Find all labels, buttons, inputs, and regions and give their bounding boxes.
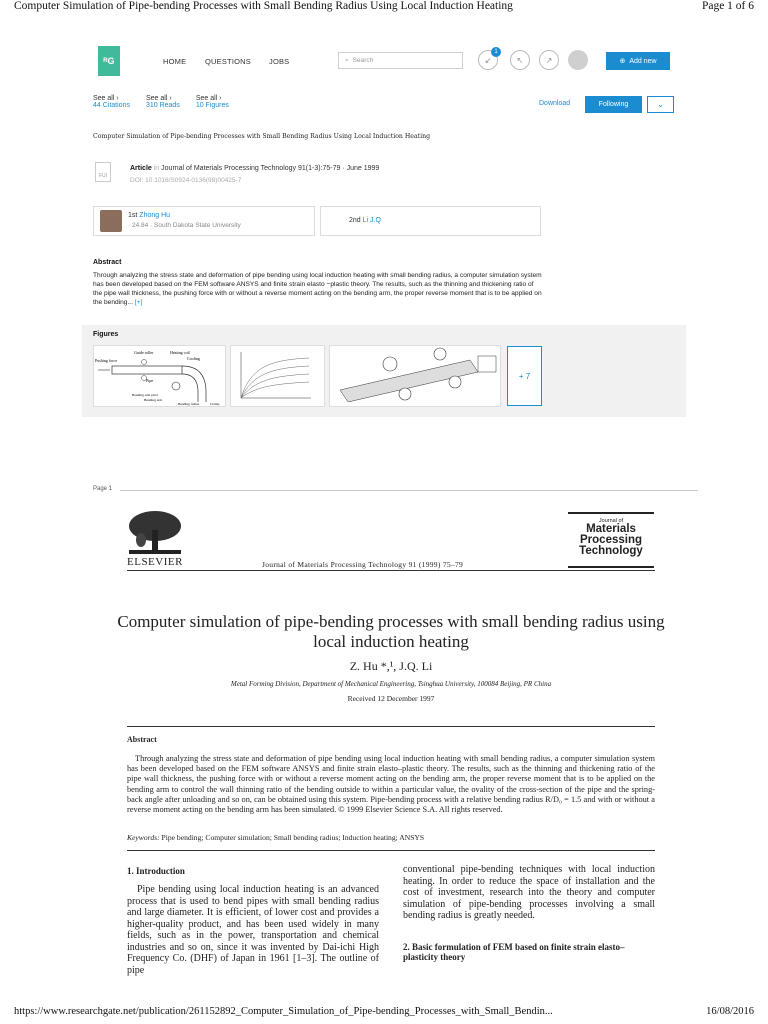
journal-line: Journal of Materials Processing Technology 91 (1999) 75–79 (262, 560, 464, 569)
pipe-bending-diagram (94, 346, 225, 406)
paper-keywords (127, 833, 655, 842)
print-header (14, 0, 754, 16)
journal-logo-line: Materials (586, 523, 636, 535)
figure-thumbnail[interactable] (230, 345, 325, 407)
print-header-title: Computer Simulation of Pipe-bending Processes with Small Bending Radius Using Local Induction Heating (14, 0, 513, 12)
abstract-body: Through analyzing the stress state and deformation of pipe bending using local induction heating with small bending radius, a computer simulation system has been developed based on the FEM software ANSYS and finite strain elasto −plastic theory. The results, such as the thinning and thickening ratio of the pipe wall thickness, the pushing force with or without a reverse moment acting on the bending arm, the proper reverse moment that is to be applied on the bending... (93, 272, 542, 306)
top-nav (98, 46, 670, 76)
print-page-count: Page 1 of 6 (701, 0, 754, 12)
journal-logo-line: Technology (579, 545, 643, 557)
download-link[interactable]: Download (539, 100, 571, 107)
abstract-text (93, 271, 543, 307)
journal-logo-small: Journal of (598, 518, 624, 524)
keywords-list: Pipe bending; Computer simulation; Small bending radius; Induction heating; ANSYS (161, 833, 425, 842)
nav-questions[interactable]: QUESTIONS (205, 56, 251, 66)
elsevier-logo-icon (125, 510, 185, 556)
journal-link[interactable]: Journal of Materials Processing Technology 91(1-3):75-79 · June 1999 (161, 165, 380, 172)
figures-count[interactable]: 10 Figures (195, 102, 229, 109)
nav-home[interactable]: HOME (163, 56, 187, 66)
message-icon: ↖ (516, 55, 524, 65)
publication-title: Computer Simulation of Pipe-bending Processes with Small Bending Radius Using Local Induction Heating (93, 133, 431, 140)
journal-logo (568, 512, 654, 568)
avatar (100, 210, 122, 232)
search-input[interactable] (338, 52, 463, 69)
page-divider (120, 490, 698, 491)
result-curves-chart (231, 346, 324, 406)
fig-label: Heating coil (170, 350, 190, 355)
author-card[interactable] (320, 206, 541, 236)
article-meta (130, 165, 379, 172)
section-heading: 1. Introduction (127, 866, 185, 876)
paper-authors: Z. Hu *,¹, J.Q. Li (349, 659, 433, 673)
body-column-right: conventional pipe-bending techniques with local induction heating. In order to reduce the space of installation and the cost of investment, research into the theory and computer simulation of pipe-bending processes involving a small bending radius is greatly needed. (403, 864, 655, 921)
figure-thumbnail[interactable] (93, 345, 226, 407)
section-heading: 2. Basic formulation of FEM based on finite strain elasto–plasticity theory (403, 942, 625, 962)
stat-figures[interactable] (196, 95, 229, 109)
notification-badge: 1 (491, 47, 501, 57)
chevron-down-icon: ⌄ (657, 100, 664, 109)
fem-mesh-diagram (330, 346, 500, 406)
more-figures-button[interactable]: + 7 (507, 346, 542, 406)
keywords-label: Keywords: (127, 833, 160, 842)
keywords-rule (127, 850, 655, 851)
document-icon: FUI (95, 162, 111, 182)
user-avatar[interactable] (568, 50, 588, 70)
abstract-heading: Abstract (93, 259, 122, 266)
author-rank: 1st (128, 212, 138, 219)
search-placeholder: Search (352, 57, 374, 64)
paper-abstract-heading: Abstract (127, 735, 157, 744)
author-affiliation: · 24.84 · South Dakota State University (128, 222, 241, 229)
citations-count[interactable]: 44 Citations (93, 102, 130, 109)
author-name[interactable]: Li J.Q (362, 217, 381, 224)
fig-label: Guide roller (134, 350, 154, 355)
stat-reads[interactable] (146, 95, 180, 109)
print-footer-date: 16/08/2016 (706, 1006, 754, 1017)
messages-button[interactable] (510, 50, 530, 70)
plus-icon: ⊕ (619, 58, 626, 65)
paper-received: Received 12 December 1997 (347, 694, 435, 703)
author-card[interactable] (93, 206, 315, 236)
print-footer (14, 1006, 754, 1022)
publication-stats (93, 95, 229, 109)
figures-heading: Figures (93, 331, 119, 338)
abstract-rule (127, 726, 655, 727)
following-dropdown[interactable] (647, 96, 674, 113)
see-all-link[interactable]: See all › (145, 95, 172, 102)
fig-label: Clamp (210, 402, 220, 406)
request-icon: ↗ (545, 55, 553, 65)
doi[interactable]: DOI: 10.1016/S0924-0136(98)00425-7 (130, 177, 242, 184)
header-rule (127, 570, 655, 571)
expand-abstract-link[interactable]: [+] (134, 299, 143, 306)
author-rank: 2nd (349, 217, 361, 224)
print-footer-url: https://www.researchgate.net/publication/261152892_Computer_Simulation_of_Pipe-bending_Processes_with_Small_Bendin... (14, 1006, 553, 1017)
stat-citations[interactable] (93, 95, 130, 109)
body-column-left: Pipe bending using local induction heating is an advanced process that is used to bend pipes with small bending radius and large diameter. It is efficient, of lower cost and provides a higher-quality product, and has been used widely in many fields, such as in the power, transportation and chemical industries and so on, since it was invented by Dai-ichi High Frequency Co. (DHF) of Japan in 1961 [1–3]. The outline of pipe (127, 884, 379, 976)
journal-logo-line: Processing (580, 534, 642, 546)
fig-label: Bending arm pivot (132, 393, 159, 397)
fig-label: Cooling (187, 356, 200, 361)
add-new-label: Add new (629, 57, 657, 65)
researchgate-logo[interactable]: ᴿG (98, 46, 120, 76)
see-all-link[interactable]: See all › (93, 95, 119, 102)
search-icon: ⌕ (345, 56, 349, 64)
add-new-button[interactable] (606, 52, 670, 70)
paper-affiliation: Metal Forming Division, Department of Mechanical Engineering, Tsinghua University, 100084 Beijing, PR China (230, 680, 552, 688)
following-button[interactable]: Following (585, 96, 642, 113)
paper-title: Computer simulation of pipe-bending processes with small bending radius using local induction heating (117, 612, 665, 651)
fig-label: Bending radius (178, 402, 200, 406)
nav-jobs[interactable]: JOBS (269, 56, 290, 66)
notifications-button[interactable] (478, 50, 498, 70)
publisher-name: ELSEVIER (127, 556, 183, 568)
author-name[interactable]: Zhong Hu (139, 212, 171, 219)
fig-label: Pipe (146, 378, 154, 383)
figure-thumbnail[interactable] (329, 345, 501, 407)
fig-label: Pushing force (95, 358, 118, 363)
see-all-link[interactable]: See all › (195, 95, 222, 102)
requests-button[interactable] (539, 50, 559, 70)
paper-abstract: Through analyzing the stress state and deformation of pipe bending using local induction heating with small bending radius, a computer simulation system has been developed based on the FEM software ANSYS and finite strain elasto–plastic theory. The results, such as the thinning and thickening ratio of the pipe wall thickness, the pushing force with or without a reverse moment acting on the bending arm, the proper reverse moment that is to be applied on the bending arm to control the wall thinning ratio of the bending outside to within a particular value, the ovality of the cross-section of the pipe and the spring-back angle after unloading and so on, can be obtained using this system. Pipe-bending process with a relative bending radius R/D₀ = 1.5 and with or without a reverse moment acting on the bending arm has been simulated. © 1999 Elsevier Science S.A. All rights reserved. (127, 754, 655, 815)
bell-icon: ↙ (484, 55, 492, 65)
reads-count[interactable]: 310 Reads (145, 102, 180, 109)
article-in: in (153, 165, 160, 172)
article-type: Article (130, 165, 152, 172)
fig-label: Bending arm (144, 398, 163, 402)
page-label: Page 1 (93, 486, 113, 492)
